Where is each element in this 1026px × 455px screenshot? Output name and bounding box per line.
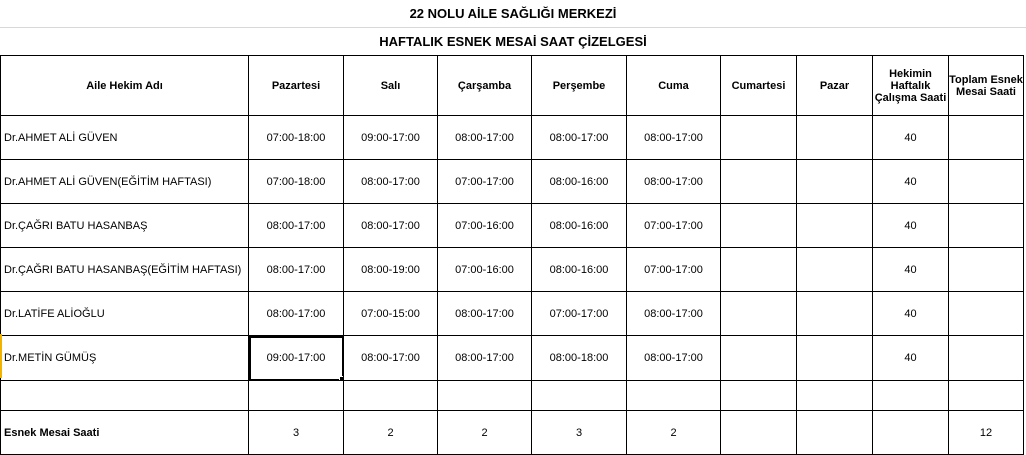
- friday-cell[interactable]: 07:00-17:00: [627, 248, 721, 292]
- thursday-cell[interactable]: 08:00-18:00: [532, 336, 627, 381]
- header-wednesday[interactable]: Çarşamba: [438, 56, 532, 116]
- thursday-cell[interactable]: 08:00-16:00: [532, 248, 627, 292]
- saturday-cell[interactable]: [721, 204, 797, 248]
- doctor-name-cell[interactable]: Dr.METİN GÜMÜŞ: [1, 336, 249, 381]
- empty-row: [1, 381, 1024, 411]
- total-flex-cell[interactable]: [949, 292, 1024, 336]
- header-tuesday[interactable]: Salı: [344, 56, 438, 116]
- weekly-hours-cell[interactable]: 40: [873, 292, 949, 336]
- header-saturday[interactable]: Cumartesi: [721, 56, 797, 116]
- sheet-title[interactable]: 22 NOLU AİLE SAĞLIĞI MERKEZİ: [0, 0, 1026, 28]
- sunday-cell[interactable]: [797, 204, 873, 248]
- empty-cell[interactable]: [949, 381, 1024, 411]
- friday-cell[interactable]: 08:00-17:00: [627, 160, 721, 204]
- summary-friday-cell[interactable]: 2: [627, 411, 721, 455]
- saturday-cell[interactable]: [721, 160, 797, 204]
- total-flex-cell[interactable]: [949, 116, 1024, 160]
- empty-cell[interactable]: [721, 381, 797, 411]
- wednesday-cell[interactable]: 08:00-17:00: [438, 116, 532, 160]
- table-row: [1, 248, 1024, 292]
- tuesday-cell[interactable]: 08:00-17:00: [344, 204, 438, 248]
- summary-row: [1, 411, 1024, 455]
- monday-cell[interactable]: 08:00-17:00: [249, 248, 344, 292]
- table-row: [1, 336, 1024, 381]
- wednesday-cell[interactable]: 08:00-17:00: [438, 336, 532, 381]
- monday-cell-selected[interactable]: [249, 336, 344, 381]
- sunday-cell[interactable]: [797, 160, 873, 204]
- summary-thursday-cell[interactable]: 3: [532, 411, 627, 455]
- summary-total-cell[interactable]: 12: [949, 411, 1024, 455]
- table-row: [1, 292, 1024, 336]
- saturday-cell[interactable]: [721, 292, 797, 336]
- doctor-name-cell[interactable]: Dr.ÇAĞRI BATU HASANBAŞ(EĞİTİM HAFTASI): [1, 248, 249, 292]
- empty-cell[interactable]: [797, 381, 873, 411]
- total-flex-cell[interactable]: [949, 204, 1024, 248]
- tuesday-cell[interactable]: 07:00-15:00: [344, 292, 438, 336]
- empty-cell[interactable]: [627, 381, 721, 411]
- thursday-cell[interactable]: 08:00-17:00: [532, 116, 627, 160]
- table-row: [1, 204, 1024, 248]
- sunday-cell[interactable]: [797, 292, 873, 336]
- table-row: [1, 116, 1024, 160]
- friday-cell[interactable]: 08:00-17:00: [627, 116, 721, 160]
- header-doctor[interactable]: Aile Hekim Adı: [1, 56, 249, 116]
- sunday-cell[interactable]: [797, 336, 873, 381]
- weekly-hours-cell[interactable]: 40: [873, 248, 949, 292]
- doctor-name-cell[interactable]: Dr.AHMET ALİ GÜVEN(EĞİTİM HAFTASI): [1, 160, 249, 204]
- header-row: [1, 56, 1024, 116]
- saturday-cell[interactable]: [721, 336, 797, 381]
- tuesday-cell[interactable]: 09:00-17:00: [344, 116, 438, 160]
- sheet-subtitle[interactable]: HAFTALIK ESNEK MESAİ SAAT ÇİZELGESİ: [379, 34, 647, 49]
- saturday-cell[interactable]: [721, 248, 797, 292]
- sunday-cell[interactable]: [797, 116, 873, 160]
- empty-cell[interactable]: [249, 381, 344, 411]
- empty-cell[interactable]: [873, 381, 949, 411]
- doctor-name-cell[interactable]: Dr.ÇAĞRI BATU HASANBAŞ: [1, 204, 249, 248]
- header-total-flex-hours[interactable]: Toplam Esnek Mesai Saati: [949, 56, 1024, 116]
- saturday-cell[interactable]: [721, 116, 797, 160]
- tuesday-cell[interactable]: 08:00-17:00: [344, 336, 438, 381]
- summary-label-cell[interactable]: Esnek Mesai Saati: [1, 411, 249, 455]
- friday-cell[interactable]: 08:00-17:00: [627, 336, 721, 381]
- thursday-cell[interactable]: 08:00-16:00: [532, 204, 627, 248]
- table-row: [1, 160, 1024, 204]
- summary-tuesday-cell[interactable]: 2: [344, 411, 438, 455]
- friday-cell[interactable]: 08:00-17:00: [627, 292, 721, 336]
- total-flex-cell[interactable]: [949, 160, 1024, 204]
- monday-cell[interactable]: 08:00-17:00: [249, 292, 344, 336]
- summary-weekly-cell[interactable]: [873, 411, 949, 455]
- tuesday-cell[interactable]: 08:00-19:00: [344, 248, 438, 292]
- header-friday[interactable]: Cuma: [627, 56, 721, 116]
- header-sunday[interactable]: Pazar: [797, 56, 873, 116]
- wednesday-cell[interactable]: 07:00-16:00: [438, 204, 532, 248]
- header-thursday[interactable]: Perşembe: [532, 56, 627, 116]
- total-flex-cell[interactable]: [949, 336, 1024, 381]
- empty-cell[interactable]: [1, 381, 249, 411]
- weekly-hours-cell[interactable]: 40: [873, 204, 949, 248]
- tuesday-cell[interactable]: 08:00-17:00: [344, 160, 438, 204]
- empty-cell[interactable]: [344, 381, 438, 411]
- empty-cell[interactable]: [438, 381, 532, 411]
- schedule-table: [0, 55, 1024, 455]
- empty-cell[interactable]: [532, 381, 627, 411]
- wednesday-cell[interactable]: 08:00-17:00: [438, 292, 532, 336]
- fill-handle[interactable]: [339, 376, 344, 381]
- wednesday-cell[interactable]: 07:00-17:00: [438, 160, 532, 204]
- thursday-cell[interactable]: 08:00-16:00: [532, 160, 627, 204]
- sunday-cell[interactable]: [797, 248, 873, 292]
- summary-sunday-cell[interactable]: [797, 411, 873, 455]
- doctor-name-cell[interactable]: Dr.LATİFE ALİOĞLU: [1, 292, 249, 336]
- weekly-hours-cell[interactable]: 40: [873, 160, 949, 204]
- total-flex-cell[interactable]: [949, 248, 1024, 292]
- wednesday-cell[interactable]: 07:00-16:00: [438, 248, 532, 292]
- doctor-name-cell[interactable]: Dr.AHMET ALİ GÜVEN: [1, 116, 249, 160]
- summary-wednesday-cell[interactable]: 2: [438, 411, 532, 455]
- active-row-marker: [0, 334, 2, 378]
- friday-cell[interactable]: 07:00-17:00: [627, 204, 721, 248]
- monday-cell[interactable]: 07:00-18:00: [249, 116, 344, 160]
- summary-monday-cell[interactable]: 3: [249, 411, 344, 455]
- cell-value: 09:00-17:00: [266, 352, 326, 364]
- weekly-hours-cell[interactable]: 40: [873, 116, 949, 160]
- header-monday[interactable]: Pazartesi: [249, 56, 344, 116]
- thursday-cell[interactable]: 07:00-17:00: [532, 292, 627, 336]
- summary-saturday-cell[interactable]: [721, 411, 797, 455]
- monday-cell[interactable]: 08:00-17:00: [249, 204, 344, 248]
- monday-cell[interactable]: 07:00-18:00: [249, 160, 344, 204]
- weekly-hours-cell[interactable]: 40: [873, 336, 949, 381]
- header-weekly-hours[interactable]: Hekimin Haftalık Çalışma Saati: [873, 56, 949, 116]
